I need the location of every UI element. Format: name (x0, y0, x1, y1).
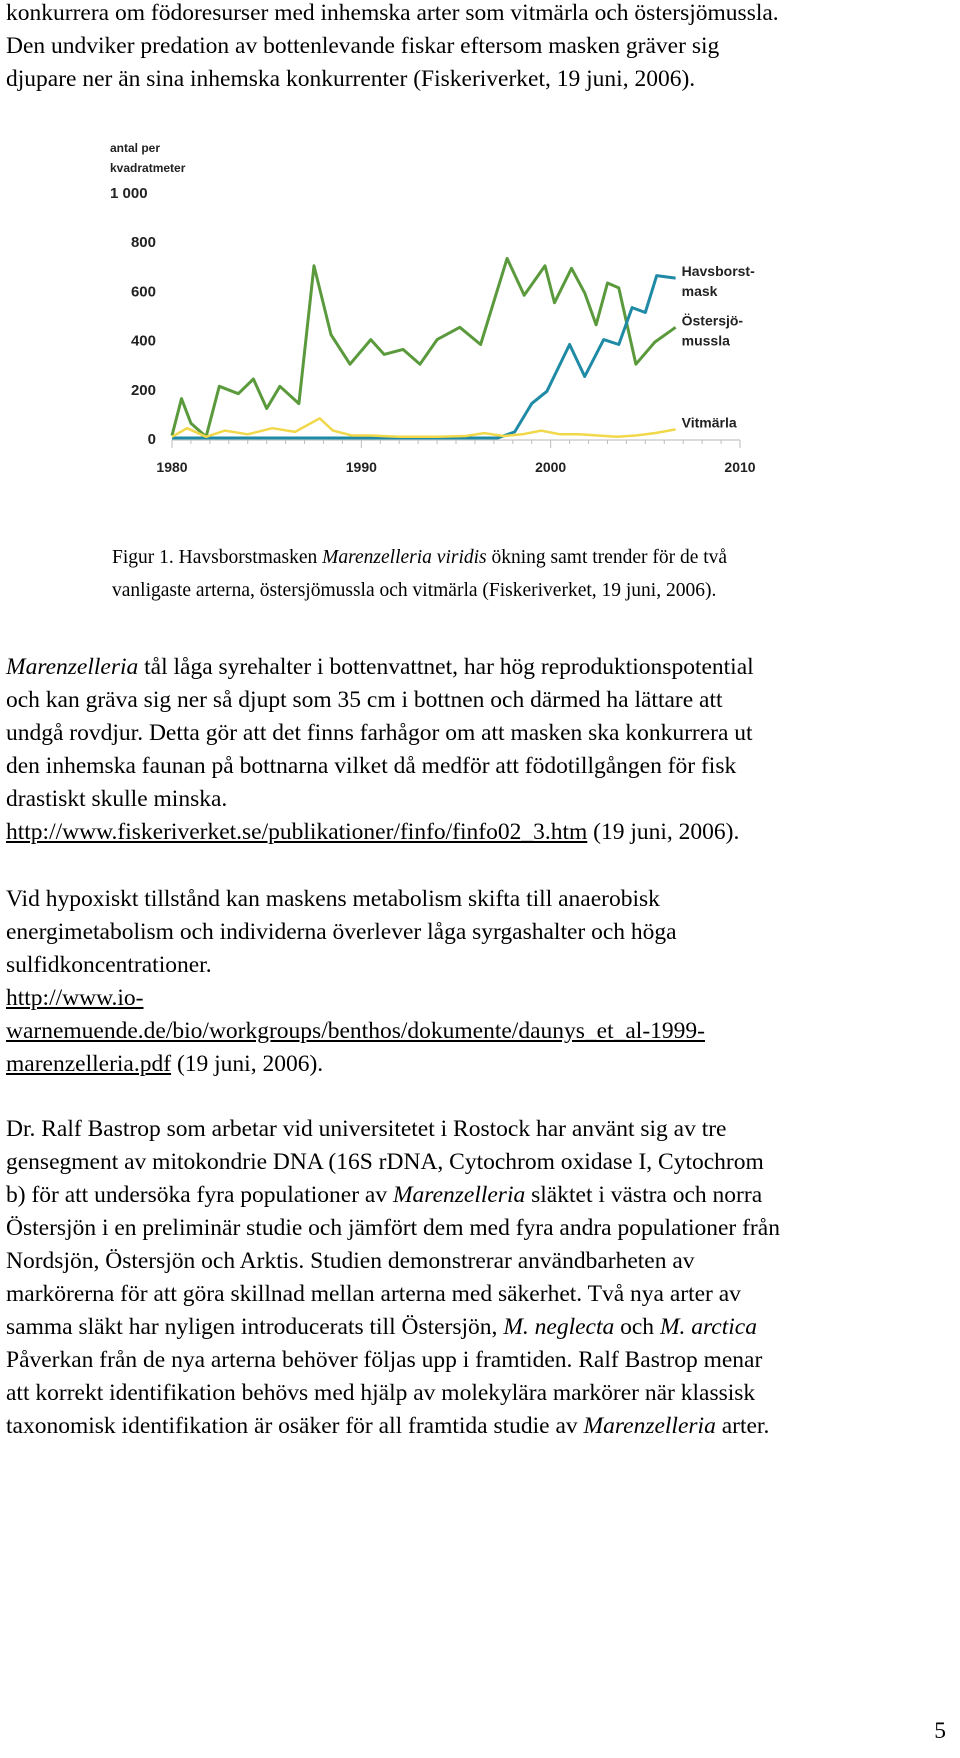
para2-line-3: sulfidkoncentrationer. (6, 952, 212, 978)
para3-line-9: att korrekt identifikation behövs med hjälp av molekylära markörer när klassisk (6, 1380, 756, 1406)
caption-rest: ökning samt trender för de två (486, 547, 728, 568)
page-number: 5 (934, 1718, 946, 1744)
population-chart (110, 140, 850, 530)
para3-line-3a: b) för att undersöka fyra populationer av (6, 1182, 393, 1208)
paragraph-hypoxia (6, 883, 956, 1081)
chart-ytick-label: 1 000 (110, 185, 148, 202)
para3-line-2: gensegment av mitokondrie DNA (16S rDNA, Cytochrom oxidase I, Cytochrom (6, 1149, 764, 1175)
chart-series-label: Vitmärla (681, 414, 737, 431)
para2-link-suffix: (19 juni, 2006). (171, 1051, 324, 1077)
para3-line-10b: arter. (715, 1413, 770, 1439)
io-warnemuende-link-line-1[interactable]: http://www.io- (6, 985, 144, 1011)
chart-ylabel-line-2: kvadratmeter (110, 161, 186, 175)
species-name: Marenzelleria (6, 654, 139, 680)
para2-line-2: energimetabolism och individerna överlever låga syrgashalter och höga (6, 919, 677, 945)
chart-series-label: Havsborst- (681, 263, 755, 280)
chart-xtick-label: 2000 (535, 459, 567, 475)
caption-species: Marenzelleria viridis (322, 547, 487, 568)
chart-series-label: Östersjö- (681, 312, 744, 329)
chart-ytick-label: 0 (147, 431, 156, 448)
chart-series-line (172, 418, 676, 437)
chart-ytick-label: 200 (130, 381, 156, 399)
caption-line-2: vanligaste arterna, östersjömussla och vitmärla (Fiskeriverket, 19 juni, 2006). (112, 580, 717, 601)
para1-line-2: och kan gräva sig ner så djupt som 35 cm i bottnen och därmed ha lättare att (6, 687, 723, 713)
intro-paragraph (6, 0, 956, 96)
fiskeriverket-link[interactable]: http://www.fiskeriverket.se/publikationer/finfo/finfo02_3.htm (6, 819, 588, 845)
caption-prefix: Figur 1. Havsborstmasken (112, 547, 323, 568)
para1-line-5: drastiskt skulle minska. (6, 786, 228, 812)
chart-xtick-label: 2010 (724, 459, 756, 475)
figure-caption (112, 541, 952, 607)
paragraph-marenzelleria (6, 651, 956, 849)
chart-ytick-label: 600 (130, 283, 156, 301)
chart-series-label: mask (681, 283, 718, 300)
chart-series-label: mussla (681, 332, 730, 349)
para3-line-10a: taxonomisk identifikation är osäker för all framtida studie av (6, 1413, 584, 1439)
para3-line-6: markörerna för att göra skillnad mellan arterna med säkerhet. Två nya arter av (6, 1281, 741, 1307)
para3-species: Marenzelleria (392, 1182, 526, 1208)
para3-species-2: Marenzelleria (583, 1413, 716, 1439)
chart-ytick-label: 800 (130, 234, 156, 252)
species-arctica: M. arctica (659, 1314, 757, 1340)
intro-line-2: Den undviker predation av bottenlevande fiskar eftersom masken gräver sig (6, 33, 720, 59)
chart-xtick-label: 1990 (345, 459, 377, 475)
para1-line-1: tål låga syrehalter i bottenvattnet, har hög reproduktionspotential (138, 654, 754, 680)
paragraph-bastrop (6, 1113, 956, 1443)
chart-ylabel-line-1: antal per (110, 141, 161, 155)
para3-line-5: Nordsjön, Östersjön och Arktis. Studien demonstrerar användbarheten av (6, 1248, 695, 1274)
para1-line-4: den inhemska faunan på bottnarna vilket då medför att födotillgången för fisk (6, 753, 737, 779)
para3-line-7a: samma släkt har nyligen introducerats till Östersjön, (6, 1314, 504, 1340)
io-warnemuende-link-line-2[interactable]: warnemuende.de/bio/workgroups/benthos/dokumente/daunys_et_al-1999- (6, 1018, 705, 1044)
intro-line-1: konkurrera om födoresurser med inhemska arter som vitmärla och östersjömussla. (6, 0, 779, 26)
para3-line-7b: och (614, 1314, 660, 1340)
para2-line-1: Vid hypoxiskt tillstånd kan maskens metabolism skifta till anaerobisk (6, 886, 660, 912)
species-neglecta: M. neglecta (503, 1314, 615, 1340)
para3-line-1: Dr. Ralf Bastrop som arbetar vid universitetet i Rostock har använt sig av tre (6, 1116, 727, 1142)
chart-ytick-label: 400 (130, 332, 156, 350)
para1-link-suffix: (19 juni, 2006). (587, 819, 740, 845)
io-warnemuende-link-line-3[interactable]: marenzelleria.pdf (6, 1051, 172, 1077)
para3-line-8: Påverkan från de nya arterna behöver följas upp i framtiden. Ralf Bastrop menar (6, 1347, 763, 1373)
para3-line-3b: släktet i västra och norra (525, 1182, 763, 1208)
para1-line-3: undgå rovdjur. Detta gör att det finns farhågor om att masken ska konkurrera ut (6, 720, 753, 746)
intro-line-3: djupare ner än sina inhemska konkurrenter (Fiskeriverket, 19 juni, 2006). (6, 66, 696, 92)
chart-xtick-label: 1980 (156, 459, 188, 475)
para3-line-4: Östersjön i en preliminär studie och jämfört dem med fyra andra populationer från (6, 1215, 780, 1241)
